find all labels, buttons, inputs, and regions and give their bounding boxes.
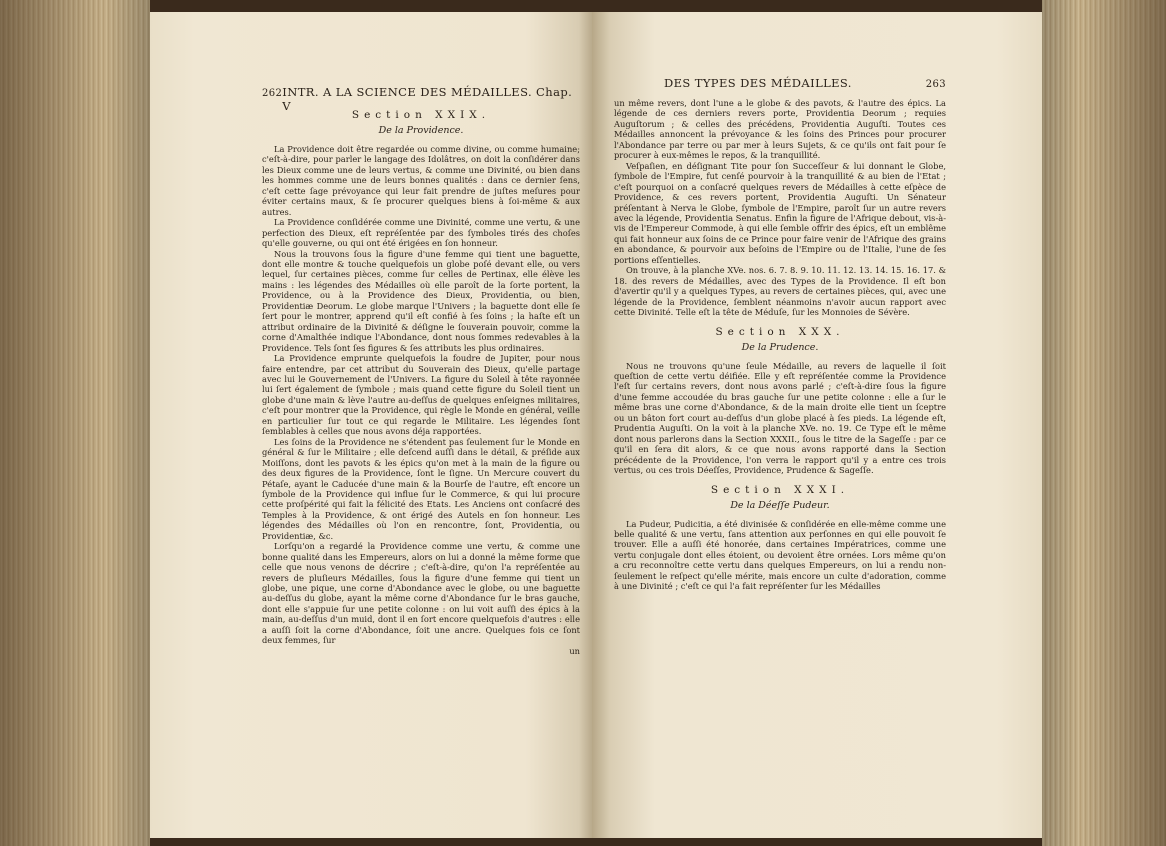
left-running-head — [262, 85, 580, 113]
left-page — [150, 12, 592, 838]
paragraph: On trouve, à la planche XVe. nos. 6. 7. 8. 9. 10. 11. 12. 13. 14. 15. 16. 17. & 18. des revers de Médailles, avec des Types de la Providence. Il eſt bon d'avertir qu'il y a quelques Types, au revers de certaines pièces, qui, avec une légende de la Providence, ſemblent néanmoins n'avoir aucun rapport avec cette Divinité. Telle eſt la tête de Méduſe, ſur les Monnoies de Sévère. — [614, 265, 946, 318]
paragraph: La Providence emprunte quelquefois la foudre de Jupiter, pour nous faire entendre, par cet attribut du Souverain des Dieux, qu'elle partage avec lui le Gouvernement de l'Univers. La figure du Soleil à tête rayonnée lui ſert également de ſymbole ; mais quand cette figure du Soleil tient un globe d'une main & lève l'autre au-deſſus de quelques enſeignes militaires, c'eſt pour montrer que la Providence, qui règle le Monde en général, veille en particulier ſur tout ce qui regarde le Militaire. Les légendes ſont ſemblables à celles que nous avons déja rapportées. — [262, 353, 580, 437]
left-page-stack-edge — [0, 0, 150, 846]
paragraph: Les ſoins de la Providence ne s'étendent pas ſeulement ſur le Monde en général & ſur le Militaire ; elle deſcend auſſi dans le détail, & préſide aux Moiſſons, dont les pavots & les épics qu'on met à la main de la figure ou des deux figures de la Providence, ſont le ſigne. Un Mercure couvert du Pétaſe, ayant le Caducée d'une main & la Bourſe de l'autre, eſt encore un ſymbole de la Providence qui influe ſur le Commerce, & qui lui procure cette proſpérité qui fait la félicité des Etats. Les Anciens ont conſacré des Temples à la Providence, & ont érigé des Autels en ſon honneur. Les légendes des Médailles où l'on en rencontre, ſont, Providentia, ou Providentiæ, &c. — [262, 436, 580, 541]
left-page-number: 262 — [262, 88, 283, 99]
paragraph: La Providence conſidérée comme une Divinité, comme une vertu, & une perfection des Dieux, eſt repréſentée par des ſymboles tirés des choſes qu'elle gouverne, ou qui ont été érigées en ſon honneur. — [262, 217, 580, 249]
paragraph: Nous la trouvons ſous la figure d'une femme qui tient une baguette, dont elle montre & touche quelquefois un globe poſé devant elle, ou vers lequel, ſur certaines pièces, comme ſur celles de Pertinax, elle élève les mains : les légendes des Médailles où elle paroît de la ſorte portent, la Providence, ou à la Providence des Dieux, Providentia, ou bien, Providentiæ Deorum. Le globe marque l'Univers ; la baguette dont elle ſe ſert pour le montrer, apprend qu'il eſt confié à ſes ſoins ; la haſte eſt un attribut ordinaire de la Divinité & déſigne le ſouverain pouvoir, comme la corne d'Amalthée indique l'Abondance, dont nous ſommes redevables à la Providence. Tels ſont ſes figures & ſes attributs les plus ordinaires. — [262, 248, 580, 353]
section-xxxi-title: Section XXXI. — [710, 483, 850, 496]
section-xxx-title: Section XXX. — [715, 325, 845, 338]
right-page — [592, 12, 1042, 838]
paragraph: Veſpaſien, en déſignant Tite pour ſon Succeſſeur & lui donnant le Globe, ſymbole de l'Empire, fut cenſé pourvoir à la tranquillité & au bien de l'Etat ; c'eſt pourquoi on a conſacré quelques revers de Médailles à cette eſpèce de Providence, & ces revers portent, Providentia Auguſti. Un Sénateur préſentant à Nerva le Globe, ſymbole de l'Empire, paroît ſur un autre revers avec la légende, Providentia Senatus. Enfin la figure de l'Afrique debout, vis-à-vis de l'Empereur Commode, à qui elle ſemble offrir des épics, eſt un emblême qui fait honneur aux ſoins de ce Prince pour faire venir de l'Afrique des grains en abondance, & pourvoir aux beſoins de l'Empire ou de l'Italie, l'une de ſes portions eſſentielles. — [614, 160, 946, 265]
left-text-column — [262, 85, 580, 656]
paragraph: un même revers, dont l'une a le globe & des pavots, & l'autre des épics. La légende de ces derniers revers porte, Providentia Deorum ; requies Auguſtorum ; & celles des précédens, Providentia Auguſti. Toutes ces Médailles annoncent la prévoyance & les ſoins des Princes pour procurer l'Abondance par terre ou par mer à leurs Sujets, & ce qu'ils ont fait pour ſe procurer à eux-mêmes le repos, & la tranquillité. — [614, 98, 946, 161]
right-text-column — [614, 76, 946, 592]
left-running-title: INTR. A LA SCIENCE DES MÉDAILLES. Chap. V — [282, 85, 573, 113]
right-running-title: DES TYPES DES MÉDAILLES. — [664, 76, 852, 90]
catchword: un — [569, 645, 580, 656]
right-running-head — [614, 76, 946, 92]
right-page-number: 263 — [925, 79, 946, 90]
paragraph: La Providence doit être regardée ou comme divine, ou comme humaine; c'eſt-à-dire, pour parler le langage des Idolâtres, on doit la conſidérer dans les Dieux comme une de leurs vertus, & comme une Divinité, ou bien dans les hommes comme une de leurs bonnes qualités : dans ce dernier ſens, c'eſt cette ſage prévoyance qui leur fait prendre de juſtes meſures pour éviter certains maux, & ſe procurer quelques biens à ſoi-même & aux autres. — [262, 144, 580, 217]
paragraph: Nous ne trouvons qu'une ſeule Médaille, au revers de laquelle il ſoit queſtion de cette vertu déifiée. Elle y eſt repréſentée comme la Providence l'eſt ſur certains revers, dont nous avons parlé ; c'eſt-à-dire ſous la figure d'une femme accoudée du bras gauche ſur une petite colonne : elle a ſur le même bras une corne d'Abondance, & de la main droite elle tient un ſceptre ou un bâton fort court au-deſſus d'un globe placé à ſes pieds. La légende eſt, Prudentia Auguſti. On la voit à la planche XVe. no. 19. Ce Type eſt le même dont nous parlerons dans la Section XXXII., ſous le titre de la Sageſſe : par ce qu'il en ſera dit alors, & ce que nous avons rapporté dans la Section précédente de la Providence, l'on verra le rapport qu'il y a entre ces trois vertus, ou ces trois Déeſſes, Providence, Prudence & Sageſſe. — [614, 360, 946, 476]
section-xxix-title: Section XXIX. — [351, 109, 491, 121]
paragraph: La Pudeur, Pudicitia, a été divinisée & conſidérée en elle-même comme une belle qualité & une vertu, ſans attention aux perſonnes en qui elle pouvoit ſe trouver. Elle a auſſi été honorée, dans certaines Impératrices, comme une vertu conjugale dont elles étoient, ou devoient être ornées. Lors même qu'on a cru reconnoître cette vertu dans quelques Empereurs, on lui a rendu non-ſeulement le reſpect qu'elle mérite, mais encore un culte d'adoration, comme à une Divinité ; c'eſt ce qui l'a fait repréſenter ſur les Médailles — [614, 518, 946, 592]
section-xxx-subtitle: De la Prudence. — [741, 341, 819, 353]
section-xxix-subtitle: De la Providence. — [378, 125, 464, 136]
right-page-stack-edge — [1042, 0, 1166, 846]
section-xxxi-subtitle: De la Déeſſe Pudeur. — [730, 499, 830, 511]
paragraph: Lorſqu'on a regardé la Providence comme une vertu, & comme une bonne qualité dans les Empereurs, alors on lui a donné la même forme que celle que nous venons de décrire ; c'eſt-à-dire, qu'on l'a repréſentée au revers de pluſieurs Médailles, ſous la figure d'une femme qui tient un globe, une pique, une corne d'Abondance avec le globe, ou une baguette au-deſſus du globe, ayant la même corne d'Abondance ſur le bras gauche, dont elle s'appuie ſur une petite colonne : on lui voit auſſi des épics à la main, au-deſſus d'un muid, dont il en ſort encore quelquefois d'autres : elle a auſſi ſoit la corne d'Abondance, ſoit une ancre. Quelques fois ce ſont deux femmes, ſur — [262, 541, 580, 646]
